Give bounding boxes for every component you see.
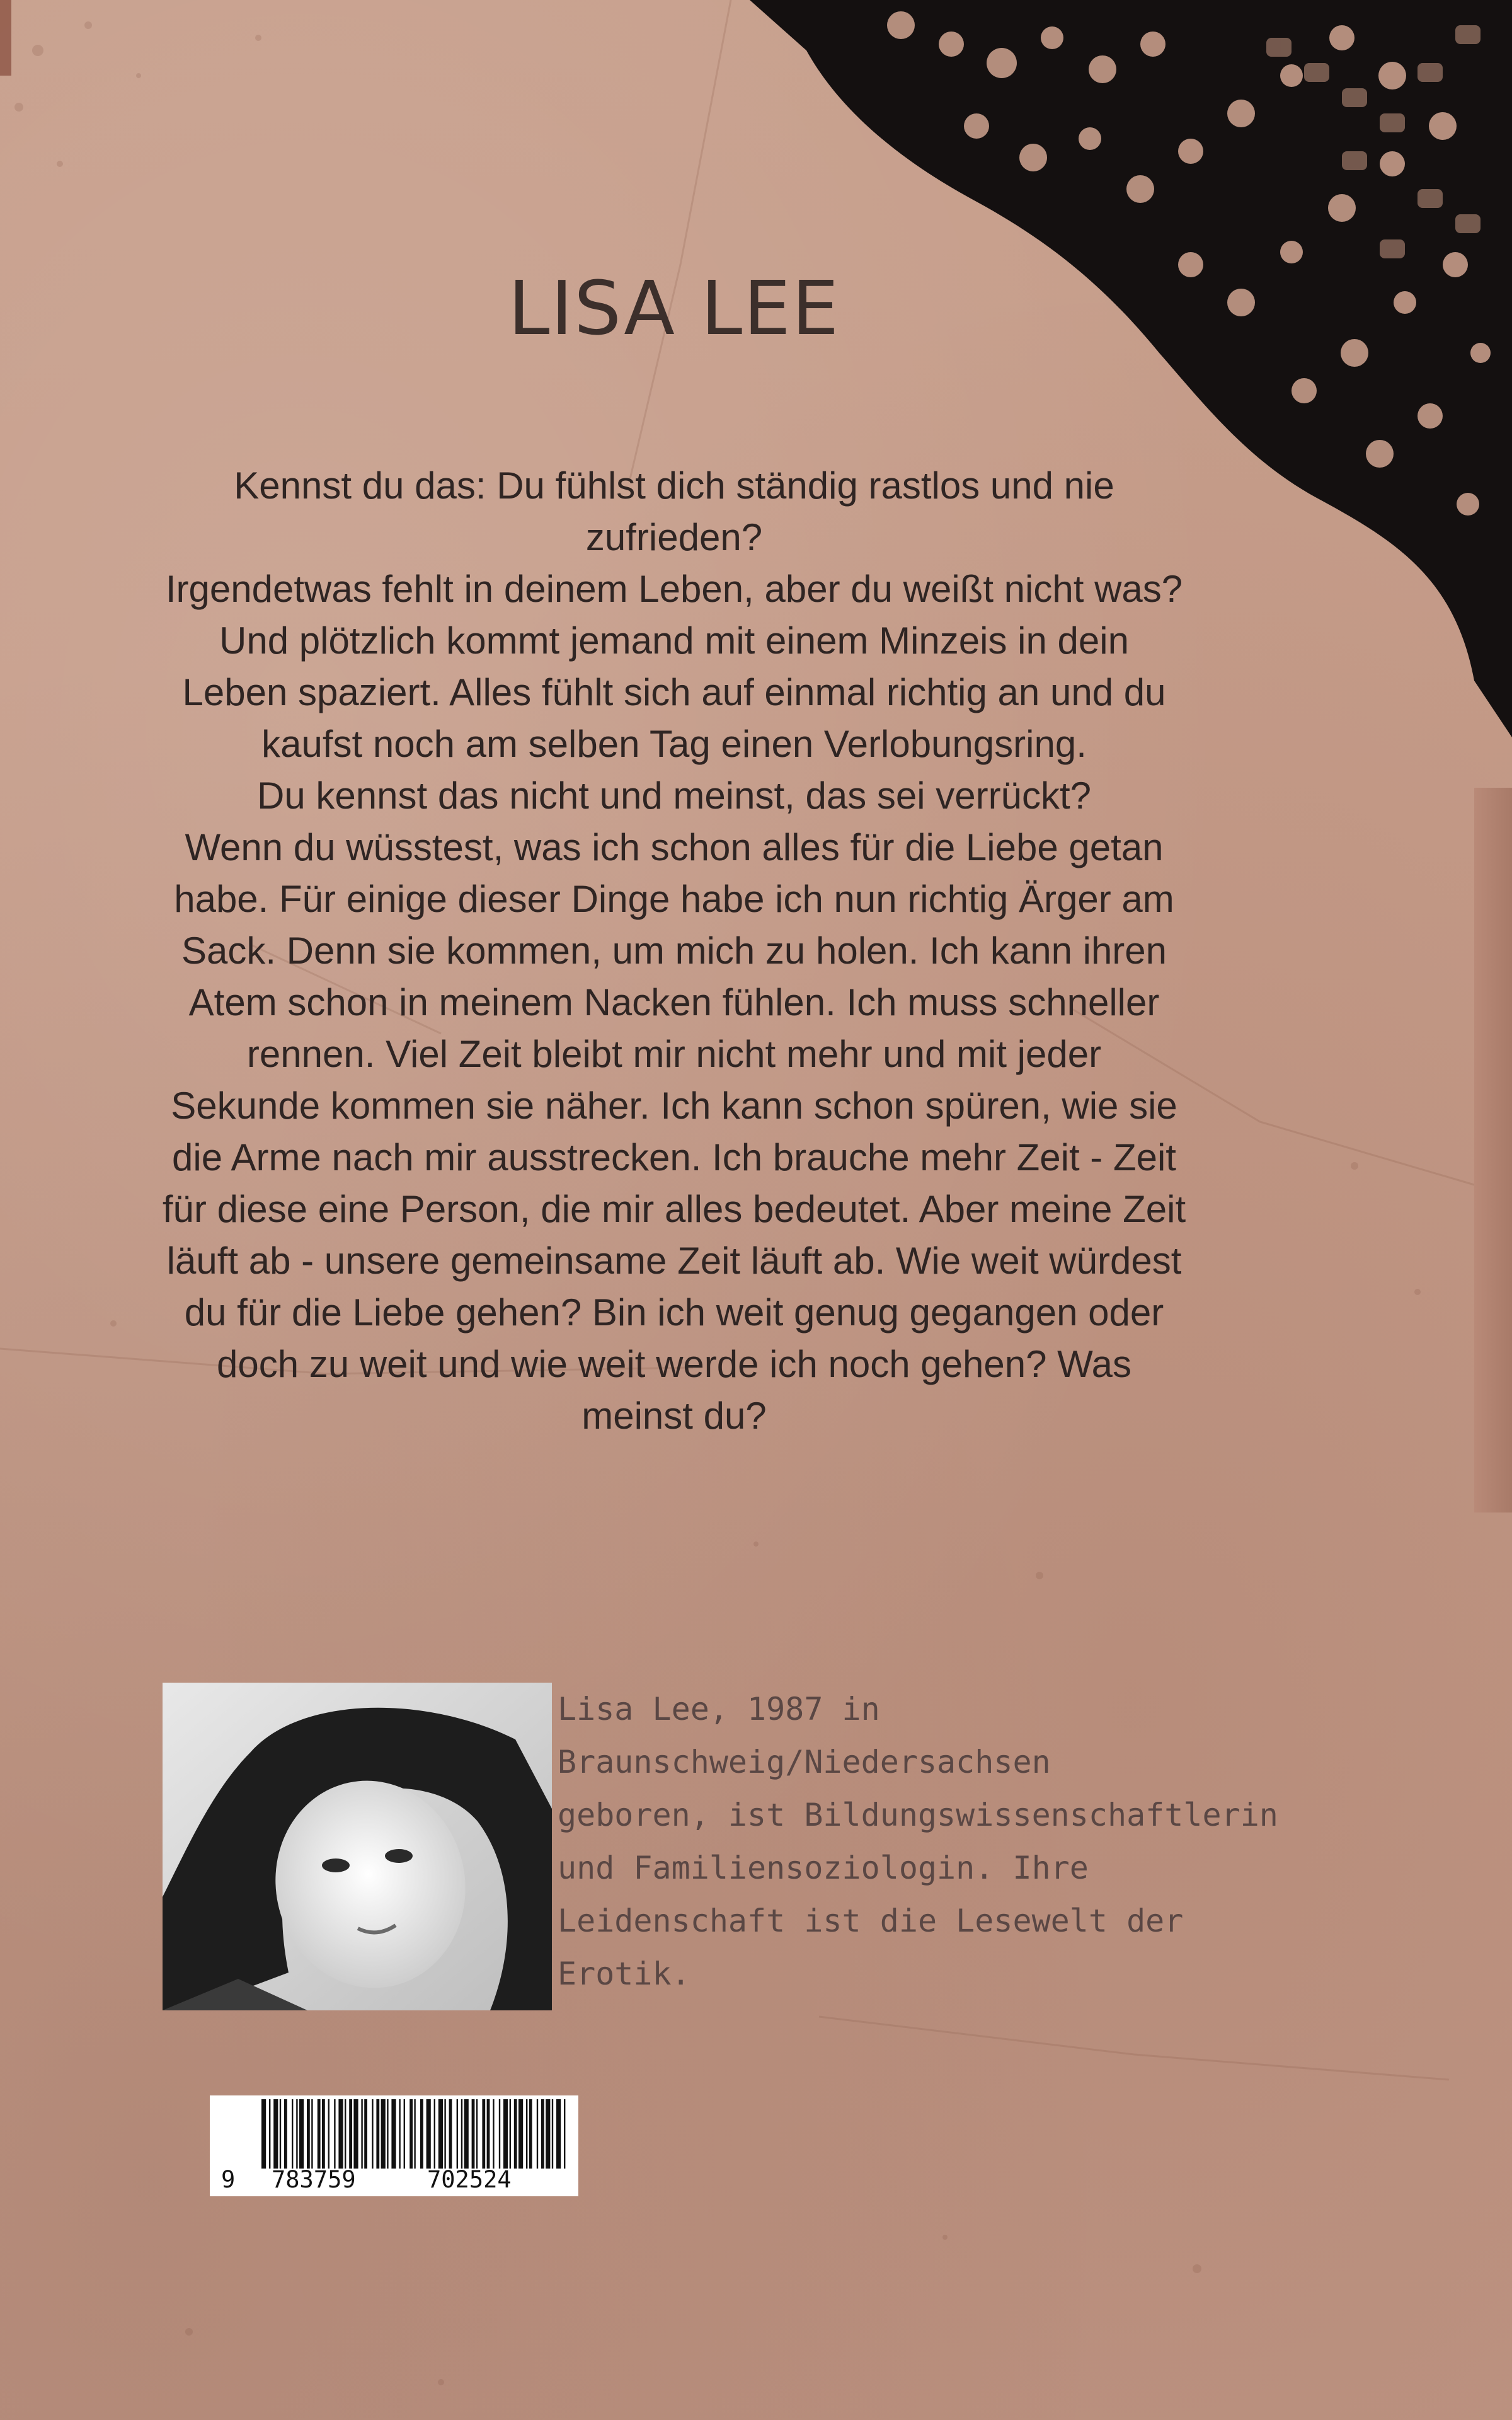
bio-line: Lisa Lee, 1987 in <box>558 1691 880 1727</box>
barcode-bar <box>322 2099 325 2169</box>
blurb-line: Du kennst das nicht und meinst, das sei verrückt? <box>257 775 1091 817</box>
blurb-line: Kennst du das: Du fühlst dich ständig rastlos und nie <box>234 464 1114 507</box>
barcode-bar <box>376 2099 379 2169</box>
blurb-line: läuft ab - unsere gemeinsame Zeit läuft ab. Wie weit würdest <box>166 1240 1182 1282</box>
barcode-bar <box>280 2099 281 2169</box>
barcode-bar <box>334 2099 335 2169</box>
blurb-line: zufrieden? <box>585 516 763 558</box>
blurb-line: rennen. Viel Zeit bleibt mir nicht mehr und mit jeder <box>246 1033 1102 1075</box>
barcode-bars <box>259 2099 568 2169</box>
barcode-bar <box>564 2099 565 2169</box>
barcode-bar <box>526 2099 527 2169</box>
blurb-line: du für die Liebe gehen? Bin ich weit genug gegangen oder <box>184 1291 1164 1334</box>
barcode-bar <box>529 2099 532 2169</box>
barcode-bar <box>273 2099 278 2169</box>
blurb-line: Und plötzlich kommt jemand mit einem Minzeis in dein <box>219 619 1129 662</box>
barcode-bar <box>338 2099 343 2169</box>
barcode-bar <box>391 2099 396 2169</box>
blurb-line: doch zu weit und wie weit werde ich noch gehen? Was <box>217 1343 1131 1385</box>
barcode-bar <box>427 2099 431 2169</box>
blurb-line: Atem schon in meinem Nacken fühlen. Ich muss schneller <box>188 981 1160 1023</box>
barcode-bar <box>444 2099 445 2169</box>
barcode-bar <box>296 2099 297 2169</box>
barcode-bar <box>349 2099 352 2169</box>
barcode-bar <box>307 2099 310 2169</box>
bio-line: geboren, ist Bildungswissenschaftlerin <box>558 1797 1278 1833</box>
barcode-bar <box>493 2099 494 2169</box>
barcode-bar <box>318 2099 321 2169</box>
barcode-bar <box>552 2099 553 2169</box>
barcode-bar <box>510 2099 511 2169</box>
bio-line: Erotik. <box>558 1956 690 1992</box>
barcode-lead-digit: 9 <box>221 2166 236 2193</box>
barcode-bar <box>404 2099 405 2169</box>
barcode-bar <box>387 2099 388 2169</box>
barcode-bar <box>457 2099 458 2169</box>
barcode-bar <box>261 2099 266 2169</box>
barcode-bar <box>546 2099 550 2169</box>
barcode-bar <box>476 2099 478 2169</box>
barcode-bar <box>503 2099 508 2169</box>
barcode-bar <box>541 2099 544 2169</box>
barcode-bar <box>364 2099 367 2169</box>
blurb-line: Sekunde kommen sie näher. Ich kann schon spüren, wie sie <box>171 1085 1177 1127</box>
bio-line: Braunschweig/Niedersachsen <box>558 1744 1051 1780</box>
blurb-text <box>88 460 1260 1442</box>
barcode-bar <box>499 2099 500 2169</box>
bio-line: Leidenschaft ist die Lesewelt der <box>558 1903 1184 1939</box>
barcode-bar <box>410 2099 413 2169</box>
blurb-line: Wenn du wüsstest, was ich schon alles für die Liebe getan <box>185 826 1164 868</box>
barcode-bar <box>420 2099 423 2169</box>
barcode-bar <box>292 2099 293 2169</box>
barcode-bar <box>269 2099 270 2169</box>
barcode-bar <box>284 2099 287 2169</box>
blurb-line: die Arme nach mir ausstrecken. Ich brauche mehr Zeit - Zeit <box>172 1136 1176 1178</box>
author-bio <box>558 1683 1332 2000</box>
barcode-bar <box>361 2099 362 2169</box>
barcode-bar <box>514 2099 517 2169</box>
barcode-bar <box>299 2099 304 2169</box>
barcode-bar <box>518 2099 523 2169</box>
barcode-bar <box>537 2099 538 2169</box>
barcode-bar <box>482 2099 485 2169</box>
barcode-bar <box>353 2099 358 2169</box>
blurb-line: Leben spaziert. Alles fühlt sich auf einmal richtig an und du <box>182 671 1166 713</box>
barcode-right-digits: 702524 <box>427 2166 512 2193</box>
barcode-bar <box>399 2099 400 2169</box>
blurb-line: Sack. Denn sie kommen, um mich zu holen. Ich kann ihren <box>181 930 1167 972</box>
barcode-bar <box>556 2099 561 2169</box>
barcode-bar <box>414 2099 415 2169</box>
barcode-bar <box>311 2099 312 2169</box>
bio-line: und Familiensoziologin. Ihre <box>558 1850 1089 1886</box>
blurb-line: Irgendetwas fehlt in deinem Leben, aber du weißt nicht was? <box>165 568 1183 610</box>
barcode-bar <box>434 2099 435 2169</box>
author-photo <box>163 1683 552 2010</box>
barcode-bar <box>345 2099 346 2169</box>
barcode-bar <box>328 2099 329 2169</box>
barcode-left-digits: 783759 <box>272 2166 356 2193</box>
barcode-bar <box>487 2099 490 2169</box>
blurb-line: meinst du? <box>581 1395 767 1437</box>
isbn-barcode <box>210 2095 578 2196</box>
barcode-bar <box>381 2099 386 2169</box>
blurb-line: habe. Für einige dieser Dinge habe ich nun richtig Ärger am <box>174 878 1174 920</box>
blurb-line: kaufst noch am selben Tag einen Verlobungsring. <box>261 723 1087 765</box>
blurb-line: für diese eine Person, die mir alles bedeutet. Aber meine Zeit <box>162 1188 1186 1230</box>
barcode-bar <box>449 2099 452 2169</box>
barcode-bar <box>472 2099 475 2169</box>
barcode-bar <box>461 2099 462 2169</box>
barcode-bar <box>372 2099 373 2169</box>
barcode-bar <box>438 2099 443 2169</box>
page-edge-strip <box>1474 788 1512 1512</box>
author-title: LISA LEE <box>508 265 840 352</box>
barcode-bar <box>464 2099 469 2169</box>
